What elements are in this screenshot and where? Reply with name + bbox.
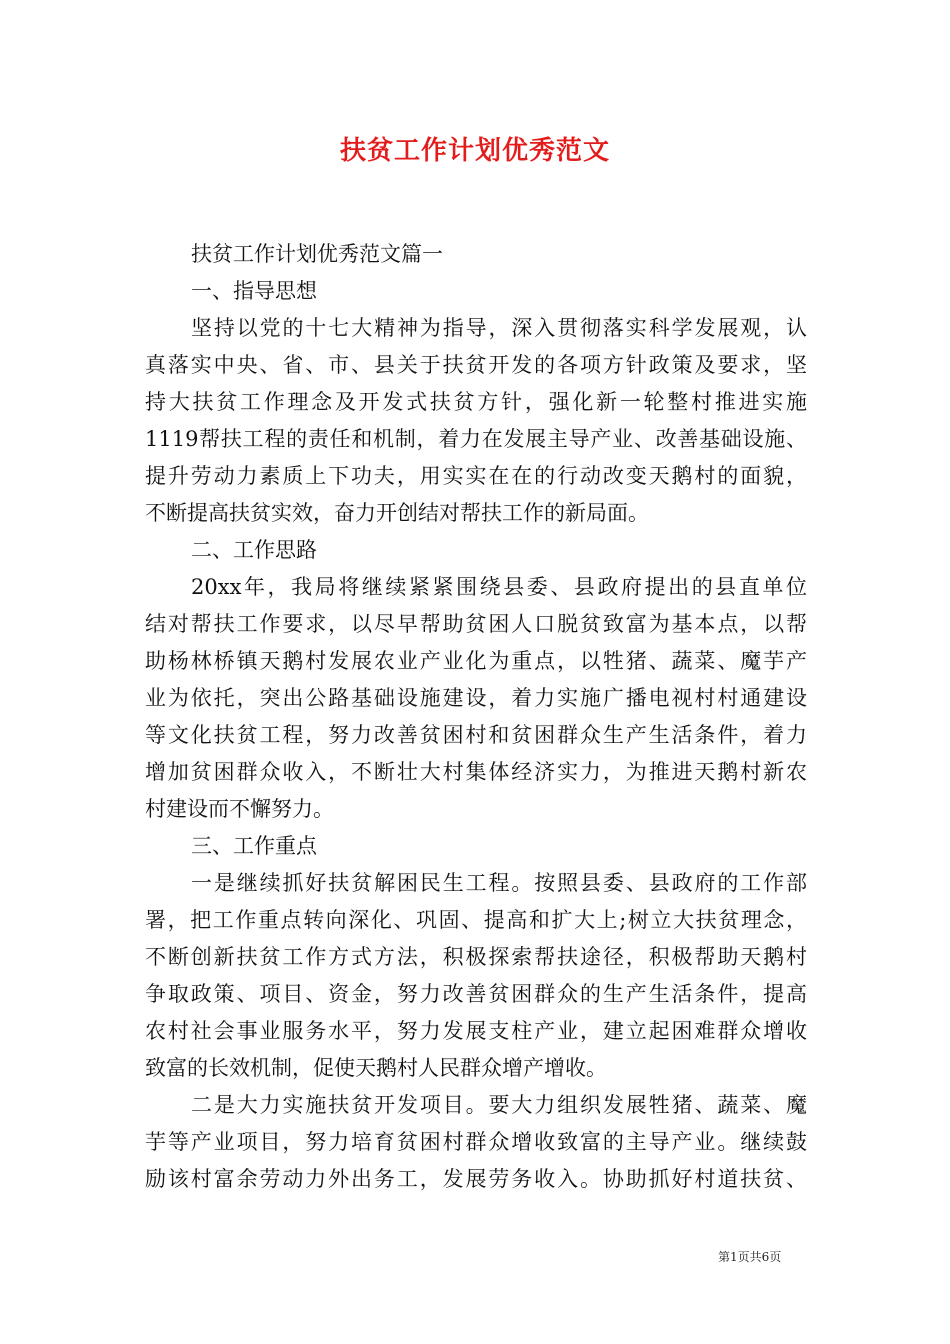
- text-line: 芋等产业项目，努力培育贫困村群众增收致富的主导产业。继续鼓: [145, 1130, 807, 1154]
- text-line: 不断提高扶贫实效，奋力开创结对帮扶工作的新局面。: [145, 501, 649, 525]
- text-line: 村建设而不懈努力。: [145, 797, 334, 821]
- text-line: 不断创新扶贫工作方式方法，积极探索帮扶途径，积极帮助天鹅村: [145, 945, 807, 969]
- paragraph: [145, 569, 807, 828]
- paragraph: [145, 310, 807, 532]
- text-line: 坚持以党的十七大精神为指导，深入贯彻落实科学发展观，认: [191, 316, 807, 340]
- text-line: 一是继续抓好扶贫解困民生工程。按照县委、县政府的工作部: [191, 871, 807, 895]
- text-line: 二是大力实施扶贫开发项目。要大力组织发展牲猪、蔬菜、魔: [191, 1093, 807, 1117]
- document-title: 扶贫工作计划优秀范文: [339, 136, 610, 166]
- paragraph: [145, 1087, 807, 1198]
- text-line: 增加贫困群众收入，不断壮大村集体经济实力，为推进天鹅村新农: [145, 760, 807, 784]
- text-line: 三、工作重点: [191, 834, 317, 858]
- text-line: 结对帮扶工作要求，以尽早帮助贫困人口脱贫致富为基本点，以帮: [145, 612, 807, 636]
- text-line: 助杨林桥镇天鹅村发展农业产业化为重点，以牲猪、蔬菜、魔芋产: [145, 649, 807, 673]
- text-line: 真落实中央、省、市、县关于扶贫开发的各项方针政策及要求，坚: [145, 353, 807, 377]
- text-line: 争取政策、项目、资金，努力改善贫困群众的生产生活条件，提高: [145, 982, 807, 1006]
- paragraph: [145, 532, 807, 569]
- text-line: 业为依托，突出公路基础设施建设，着力实施广播电视村村通建设: [145, 686, 807, 710]
- paragraph: [145, 273, 807, 310]
- text-line: 提升劳动力素质上下功夫，用实实在在的行动改变天鹅村的面貌，: [145, 464, 807, 488]
- text-line: 一、指导思想: [191, 279, 317, 303]
- page-number: 第1页共6页: [718, 1250, 782, 1264]
- text-line: 20xx年，我局将继续紧紧围绕县委、县政府提出的县直单位: [191, 575, 807, 599]
- paragraph: [145, 865, 807, 1087]
- text-line: 扶贫工作计划优秀范文篇一: [191, 242, 443, 266]
- text-line: 农村社会事业服务水平，努力发展支柱产业，建立起困难群众增收: [145, 1019, 807, 1043]
- paragraph: [145, 236, 807, 273]
- text-line: 1119帮扶工程的责任和机制，着力在发展主导产业、改善基础设施、: [145, 427, 807, 451]
- text-line: 励该村富余劳动力外出务工，发展劳务收入。协助抓好村道扶贫、: [145, 1167, 807, 1191]
- text-line: 署，把工作重点转向深化、巩固、提高和扩大上;树立大扶贫理念，: [145, 908, 807, 932]
- document-body: [145, 236, 807, 1198]
- text-line: 持大扶贫工作理念及开发式扶贫方针，强化新一轮整村推进实施: [145, 390, 807, 414]
- text-line: 二、工作思路: [191, 538, 317, 562]
- paragraph: [145, 828, 807, 865]
- text-line: 等文化扶贫工程，努力改善贫困村和贫困群众生产生活条件，着力: [145, 723, 807, 747]
- text-line: 致富的长效机制，促使天鹅村人民群众增产增收。: [145, 1056, 607, 1080]
